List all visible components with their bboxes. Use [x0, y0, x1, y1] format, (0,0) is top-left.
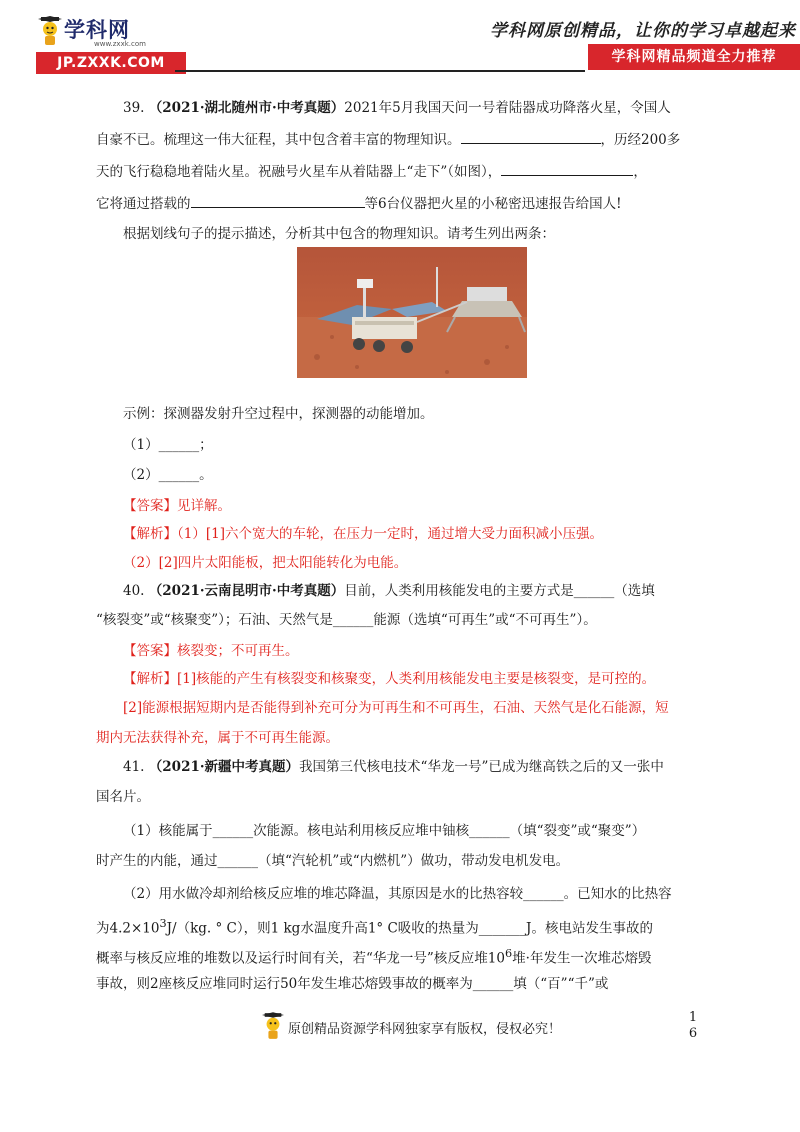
- q39-analysis2: （2）[2]四片太阳能板，把太阳能转化为电能。: [123, 555, 408, 571]
- question-source: （2021·湖北随州市·中考真题）: [148, 100, 345, 116]
- q39-line4: 它将通过搭载的 等6台仪器把火星的小秘密迅速报告给国人!: [96, 188, 704, 220]
- header-divider: [175, 70, 585, 72]
- question-source: （2021·云南昆明市·中考真题）: [148, 583, 345, 599]
- q41-p1a: （1）核能属于______次能源。核电站利用核反应堆中铀核______（填“裂变”或“聚变”）: [123, 823, 646, 839]
- header-banner: 学科网精品频道全力推荐: [588, 44, 800, 70]
- q41-line1: 41. （2021·新疆中考真题）我国第三代核电技术“华龙一号”已成为继高铁之后的又一张中: [123, 759, 664, 775]
- question-number: 40.: [123, 583, 145, 599]
- q40-answer: 【答案】核裂变；不可再生。: [123, 643, 299, 659]
- q39-line1: 39. （2021·湖北随州市·中考真题）2021年5月我国天问一号着陆器成功降落火星，令国人: [123, 100, 671, 116]
- q39-answer: 【答案】见详解。: [123, 498, 231, 514]
- q41-p1b: 时产生的内能，通过______（填“汽轮机”或“内燃机”）做功，带动发电机发电。: [96, 853, 570, 869]
- logo-url: www.zxxk.com: [94, 40, 146, 48]
- answer-blank[interactable]: [461, 129, 601, 144]
- q41-p2c: 概率与核反应堆的堆数以及运行时间有关，若“华龙一号”核反应堆$10^6$堆·年发生一次堆芯熔毁: [96, 947, 652, 967]
- q40-analysis1: 【解析】[1]核能的产生有核裂变和核聚变，人类利用核能发电主要是核裂变，是可控的。: [123, 671, 656, 687]
- q39-item1: （1）______；: [123, 437, 213, 453]
- logo-domain: JP.ZXXK.COM: [36, 52, 186, 74]
- q41-p2a: （2）用水做冷却剂给核反应堆的堆芯降温，其原因是水的比热容较______。已知水的比热容: [123, 886, 672, 902]
- header-slogan: 学科网原创精品，让你的学习卓越起来: [490, 21, 796, 41]
- q41-line2: 国名片。: [96, 789, 150, 805]
- q40-line2: “核裂变”或“核聚变”）；石油、天然气是______能源（选填“可再生”或“不可再生”）。: [96, 612, 597, 628]
- q41-p2b: 为$4.2\times 10^3J/(kg$. ° C），则1 kg水温度升高1° C吸收的热量为_______J。核电站发生事故的: [96, 917, 653, 937]
- q40-analysis2b: 期内无法获得补充，属于不可再生能源。: [96, 730, 339, 746]
- q39-line3: 天的飞行稳稳地着陆火星。祝融号火星车从着陆器上“走下”（如图）， ，: [96, 156, 704, 188]
- question-number: 39.: [123, 100, 145, 116]
- site-logo[interactable]: [36, 12, 186, 76]
- q40-analysis2a: [2]能源根据短期内是否能得到补充可分为可再生和不可再生，石油、天然气是化石能源，短: [123, 700, 669, 716]
- q39-instruction: 根据划线句子的提示描述，分析其中包含的物理知识。请考生列出两条：: [123, 226, 555, 242]
- q41-p2d: 事故，则2座核反应堆同时运行50年发生堆芯熔毁事故的概率为______填（“百”“千”或: [96, 976, 609, 992]
- q39-line2: 自豪不已。梳理这一伟大征程，其中包含着丰富的物理知识。 ，历经200多: [96, 124, 704, 156]
- q40-line1: 40. （2021·云南昆明市·中考真题）目前，人类利用核能发电的主要方式是______（选填: [123, 583, 655, 599]
- answer-blank[interactable]: [501, 161, 633, 176]
- logo-name: 学科网: [64, 18, 130, 42]
- q39-item2: （2）______。: [123, 467, 213, 483]
- q39-example: 示例：探测器发射升空过程中，探测器的动能增加。: [123, 406, 434, 422]
- answer-blank[interactable]: [191, 193, 365, 208]
- question-source: （2021·新疆中考真题）: [148, 759, 300, 775]
- mascot-icon: [262, 1012, 284, 1040]
- page-number: 1 6: [688, 1010, 698, 1041]
- footer-copyright: [262, 1018, 561, 1037]
- mascot-icon: [38, 16, 62, 46]
- footer-text: 原创精品资源学科网独家享有版权，侵权必究！: [288, 1022, 562, 1037]
- q39-analysis1: 【解析】（1）[1]六个宽大的车轮，在压力一定时，通过增大受力面积减小压强。: [123, 526, 603, 542]
- mars-rover-photo: [297, 247, 527, 378]
- question-number: 41.: [123, 759, 145, 775]
